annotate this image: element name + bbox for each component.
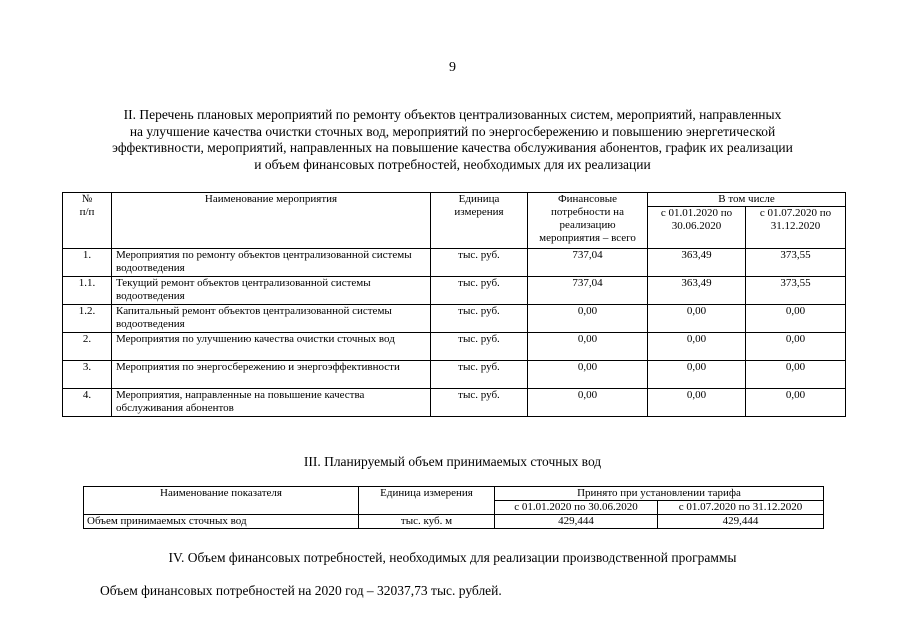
row-unit: тыс. руб. bbox=[431, 361, 528, 389]
wastewater-volume-table bbox=[83, 486, 824, 529]
row-num: 1.1. bbox=[63, 277, 112, 305]
row-p2: 373,55 bbox=[746, 277, 846, 305]
header-indicator: Наименование показателя bbox=[84, 487, 359, 515]
header-period-2: с 01.07.2020 по 31.12.2020 bbox=[658, 501, 824, 515]
row-p1: 0,00 bbox=[648, 305, 746, 333]
financial-summary: Объем финансовых потребностей на 2020 год – 32037,73 тыс. рублей. bbox=[100, 583, 502, 598]
row-num: 4. bbox=[63, 389, 112, 417]
row-p2: 429,444 bbox=[658, 515, 824, 529]
section-2-title-line: II. Перечень плановых мероприятий по ремонту объектов централизованных систем, мероприятий, направленных bbox=[123, 107, 782, 122]
row-p1: 0,00 bbox=[648, 333, 746, 361]
row-p2: 0,00 bbox=[746, 333, 846, 361]
row-name: Объем принимаемых сточных вод bbox=[84, 515, 359, 529]
row-p2: 373,55 bbox=[746, 249, 846, 277]
row-total: 737,04 bbox=[528, 277, 648, 305]
row-unit: тыс. руб. bbox=[431, 389, 528, 417]
row-p1: 0,00 bbox=[648, 361, 746, 389]
page-number: 9 bbox=[449, 60, 456, 75]
header-period-1: с 01.01.2020 по 30.06.2020 bbox=[648, 207, 746, 249]
table-header-row bbox=[84, 487, 824, 501]
row-p1: 429,444 bbox=[495, 515, 658, 529]
header-period-2: с 01.07.2020 по 31.12.2020 bbox=[746, 207, 846, 249]
row-total: 0,00 bbox=[528, 305, 648, 333]
table-row bbox=[84, 515, 824, 529]
section-2-title-line: на улучшение качества очистки сточных вод, мероприятий по энергосбережению и повышению энергетической bbox=[129, 123, 776, 139]
row-name: Текущий ремонт объектов централизованной системы водоотведения bbox=[112, 277, 431, 305]
row-total: 0,00 bbox=[528, 389, 648, 417]
table-row bbox=[63, 389, 846, 417]
row-p2: 0,00 bbox=[746, 389, 846, 417]
row-p1: 363,49 bbox=[648, 249, 746, 277]
table-header-row bbox=[63, 193, 846, 207]
row-p2: 0,00 bbox=[746, 361, 846, 389]
header-unit: Единица измерения bbox=[431, 193, 528, 249]
section-3-title: III. Планируемый объем принимаемых сточных вод bbox=[303, 454, 602, 469]
row-num: 3. bbox=[63, 361, 112, 389]
row-name: Мероприятия по энергосбережению и энергоэффективности bbox=[112, 361, 431, 389]
header-fin: Финансовые потребности на реализацию мероприятия – всего bbox=[528, 193, 648, 249]
row-unit: тыс. руб. bbox=[431, 305, 528, 333]
table-row bbox=[63, 361, 846, 389]
row-num: 1. bbox=[63, 249, 112, 277]
table-row bbox=[63, 333, 846, 361]
row-p1: 0,00 bbox=[648, 389, 746, 417]
section-2-title bbox=[40, 107, 865, 173]
row-total: 0,00 bbox=[528, 333, 648, 361]
section-2-title-line: и объем финансовых потребностей, необходимых для их реализации bbox=[254, 156, 651, 172]
section-2-title-line: эффективности, мероприятий, направленных на повышение качества обслуживания абонентов, график их реализации bbox=[112, 140, 793, 155]
table-row bbox=[63, 305, 846, 333]
row-total: 737,04 bbox=[528, 249, 648, 277]
row-unit: тыс. руб. bbox=[431, 277, 528, 305]
row-name: Мероприятия по улучшению качества очистки сточных вод bbox=[112, 333, 431, 361]
header-accepted: Принято при установлении тарифа bbox=[495, 487, 824, 501]
header-period-1: с 01.01.2020 по 30.06.2020 bbox=[495, 501, 658, 515]
row-num: 2. bbox=[63, 333, 112, 361]
section-4-title: IV. Объем финансовых потребностей, необходимых для реализации производственной программы bbox=[168, 550, 737, 565]
header-unit: Единица измерения bbox=[359, 487, 495, 515]
row-unit: тыс. руб. bbox=[431, 333, 528, 361]
row-name: Мероприятия по ремонту объектов централизованной системы водоотведения bbox=[112, 249, 431, 277]
row-p2: 0,00 bbox=[746, 305, 846, 333]
row-unit: тыс. руб. bbox=[431, 249, 528, 277]
table-row bbox=[63, 277, 846, 305]
header-name: Наименование мероприятия bbox=[112, 193, 431, 249]
row-name: Мероприятия, направленные на повышение качества обслуживания абонентов bbox=[112, 389, 431, 417]
measures-table bbox=[62, 192, 846, 417]
row-p1: 363,49 bbox=[648, 277, 746, 305]
row-num: 1.2. bbox=[63, 305, 112, 333]
row-unit: тыс. куб. м bbox=[359, 515, 495, 529]
row-name: Капитальный ремонт объектов централизованной системы водоотведения bbox=[112, 305, 431, 333]
table-row bbox=[63, 249, 846, 277]
row-total: 0,00 bbox=[528, 361, 648, 389]
header-num: № п/п bbox=[63, 193, 112, 249]
header-including: В том числе bbox=[648, 193, 846, 207]
